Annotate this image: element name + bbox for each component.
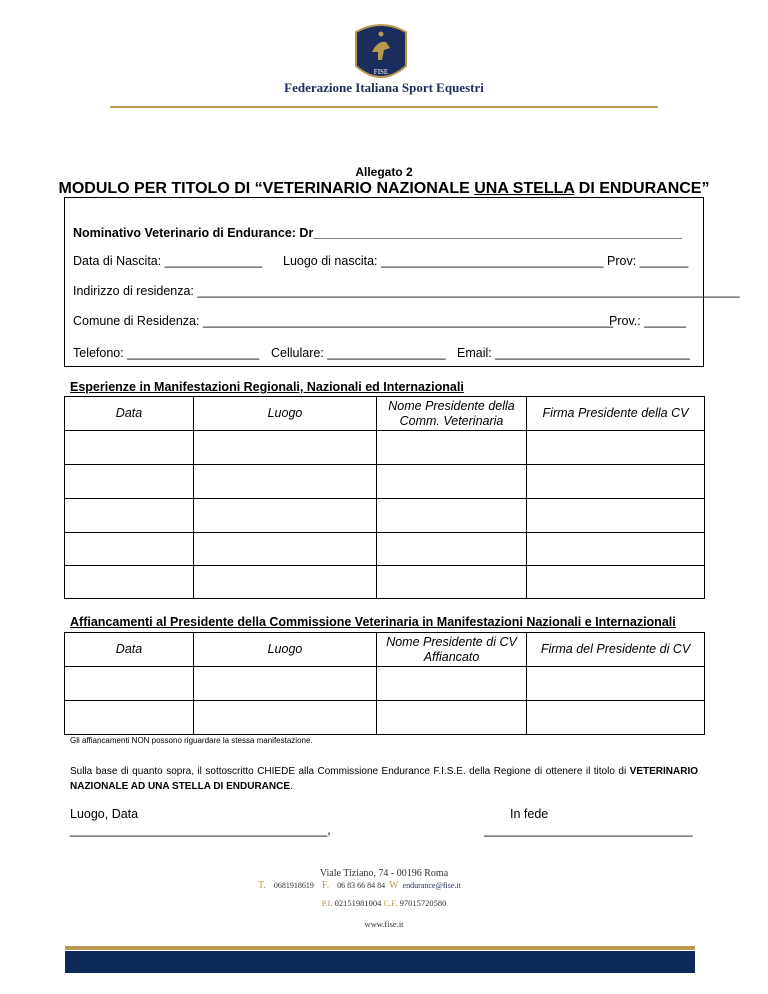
logo-text: FISE — [373, 68, 389, 76]
footer-fax: 06 83 66 84 84 — [337, 881, 386, 890]
form-title: MODULO PER TITOLO DI “VETERINARIO NAZIONALE UNA STELLA DI ENDURANCE” — [58, 180, 710, 197]
table-row — [65, 431, 705, 465]
place-date-line[interactable]: _____________________________________, — [70, 823, 331, 837]
footer-email: endurance@fise.it — [402, 881, 461, 890]
footer-gold-rule — [65, 946, 695, 950]
table-row — [65, 533, 705, 566]
footer-bar — [65, 951, 695, 973]
col-firma: Firma del Presidente di CV — [527, 633, 705, 667]
email-field[interactable]: Email: ____________________________ — [457, 346, 690, 360]
col-data: Data — [65, 633, 194, 667]
col-luogo: Luogo — [194, 397, 377, 431]
birth-province-field[interactable]: Prov: _______ — [607, 254, 689, 268]
request-text: Sulla base di quanto sopra, il sottoscritto CHIEDE alla Commissione Endurance F.I.S.E. della Regione di ottenere il titolo di VETERINARIO NAZIONALE AD UNA STELLA DI ENDURANCE. — [70, 766, 698, 792]
title-underlined: UNA STELLA — [474, 180, 575, 197]
shadowing-note: Gli affiancamenti NON possono riguardare la stessa manifestazione. — [70, 736, 313, 745]
section2-title: Affiancamenti al Presidente della Commissione Veterinaria in Manifestazioni Nazionali e Internazionali — [70, 615, 676, 629]
nominativo-field[interactable]: Nominativo Veterinario di Endurance: Dr_____________________________________________________ — [73, 226, 682, 240]
experience-table — [64, 396, 705, 599]
fise-logo — [348, 22, 414, 86]
footer-contacts: T. 0681918619 F. 06 83 66 84 84 W endurance@fise.it — [258, 880, 461, 891]
mobile-field[interactable]: Cellulare: _________________ — [271, 346, 446, 360]
footer-website[interactable]: www.fise.it — [364, 919, 404, 929]
table-row — [65, 499, 705, 533]
col-luogo: Luogo — [194, 633, 377, 667]
in-fede-label: In fede — [510, 807, 549, 821]
city-field[interactable]: Comune di Residenza: ___________________________________________________________ — [73, 314, 614, 328]
place-date-label: Luogo, Data — [70, 807, 139, 821]
footer-phone: 0681918619 — [273, 881, 314, 890]
table-row — [65, 566, 705, 599]
table-row — [65, 701, 705, 735]
col-data: Data — [65, 397, 194, 431]
residence-province-field[interactable]: Prov.: ______ — [609, 314, 686, 328]
table-row — [65, 465, 705, 499]
shadowing-table — [64, 632, 705, 735]
table-row — [65, 667, 705, 701]
footer-address: Viale Tiziano, 74 - 00196 Roma — [319, 868, 449, 879]
birth-place-field[interactable]: Luogo di nascita: ________________________________ — [283, 254, 604, 268]
requested-title: VETERINARIO NAZIONALE AD UNA STELLA DI ENDURANCE — [70, 766, 698, 792]
phone-field[interactable]: Telefono: ___________________ — [73, 346, 260, 360]
col-nome-presidente: Nome Presidente della Comm. Veterinaria — [377, 397, 527, 431]
attachment-label: Allegato 2 — [355, 165, 413, 179]
header-divider — [110, 106, 658, 108]
address-field[interactable]: Indirizzo di residenza: ______________________________________________________________________________ — [73, 284, 740, 298]
section1-title: Esperienze in Manifestazioni Regionali, Nazionali ed Internazionali — [70, 380, 464, 394]
col-firma: Firma Presidente della CV — [527, 397, 705, 431]
col-nome-presidente: Nome Presidente di CV Affiancato — [377, 633, 527, 667]
signature-line[interactable]: ______________________________ — [484, 823, 693, 837]
birth-date-field[interactable]: Data di Nascita: ______________ — [73, 254, 263, 268]
footer-fiscal: P.I. 02151981004 C.F. 97015720580 — [321, 898, 447, 908]
personal-info-box — [64, 197, 740, 367]
org-name: Federazione Italiana Sport Equestri — [284, 80, 484, 95]
